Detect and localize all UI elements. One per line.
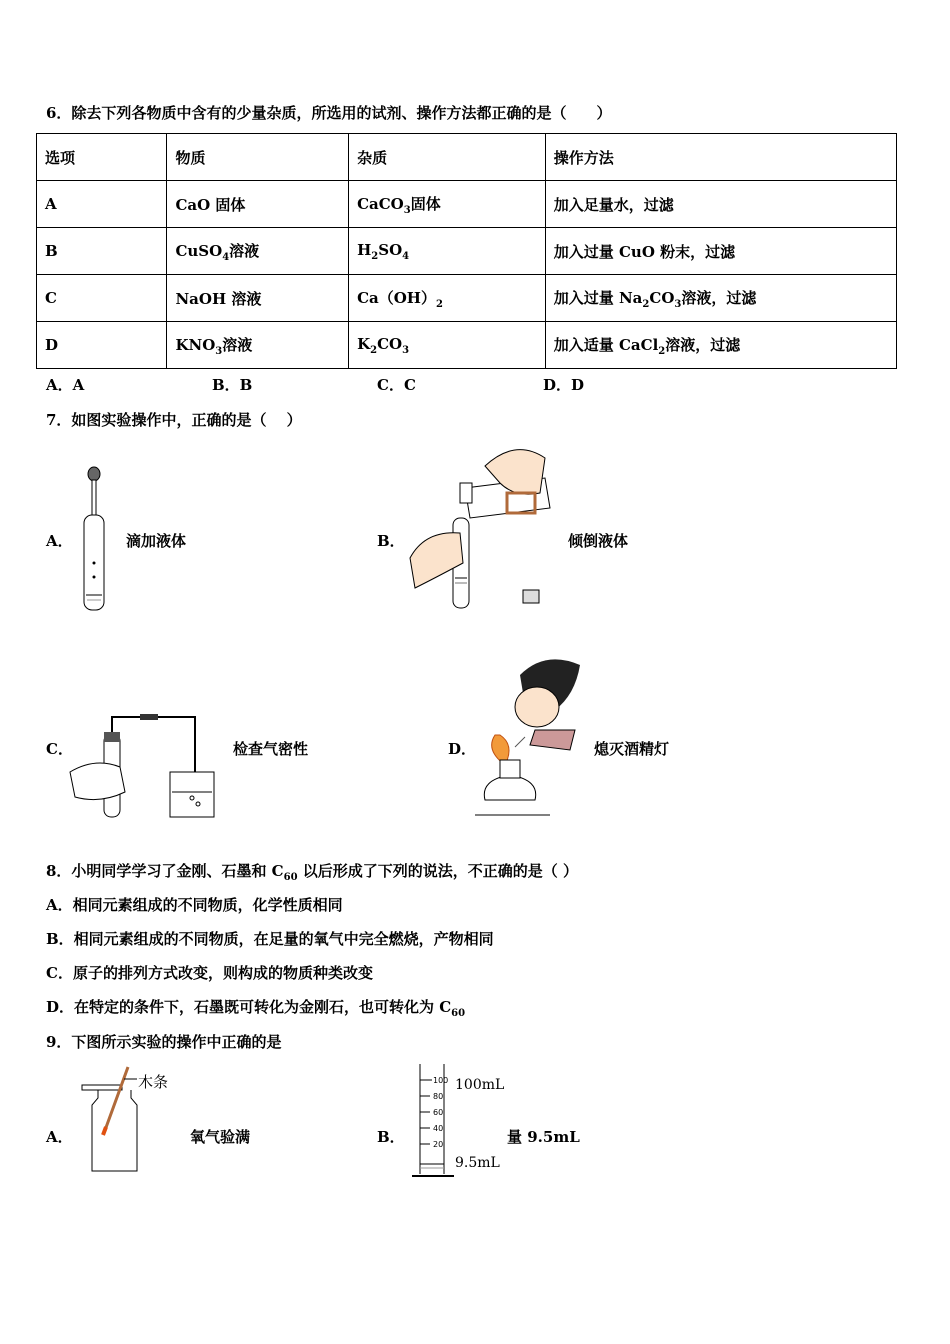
row-impurity: $H_2SO_4$ <box>349 228 546 275</box>
table-row <box>37 228 897 275</box>
q7-d-caption: 熄灭酒精灯 <box>594 740 670 758</box>
row-substance: $KNO_3$溶液 <box>167 322 349 369</box>
q8-option-a[interactable]: A．相同元素组成的不同物质，化学性质相同 <box>46 896 343 914</box>
q9-stem: 9．下图所示实验的操作中正确的是 <box>46 1033 282 1051</box>
row-substance: CaO 固体 <box>167 181 349 228</box>
row-option: D <box>37 322 167 369</box>
tick-label: 20 <box>433 1140 444 1149</box>
cylinder-bottom-label: 9.5mL <box>455 1155 500 1171</box>
pouring-illustration <box>405 438 560 613</box>
row-substance: NaOH 溶液 <box>167 275 349 322</box>
tick-label: 80 <box>433 1092 444 1101</box>
row-option: A <box>37 181 167 228</box>
row-option: C <box>37 275 167 322</box>
q7-stem: 7．如图实验操作中，正确的是（ ） <box>46 411 302 429</box>
airtightness-illustration <box>70 712 220 822</box>
row-method: 加入过量 CuO 粉末，过滤 <box>545 228 896 275</box>
header-option: 选项 <box>37 134 167 181</box>
q8-option-b[interactable]: B．相同元素组成的不同物质，在足量的氧气中完全燃烧，产物相同 <box>46 930 494 948</box>
row-method: 加入过量 $Na_2CO_3$溶液，过滤 <box>545 275 896 322</box>
tick-label: 60 <box>433 1108 444 1117</box>
q7-b-letter[interactable]: B． <box>377 532 405 550</box>
row-impurity: $K_2CO_3$ <box>349 322 546 369</box>
q6-stem: 6．除去下列各物质中含有的少量杂质，所选用的试剂、操作方法都正确的是（ ） <box>46 104 612 122</box>
header-impurity: 杂质 <box>349 134 546 181</box>
tick-label: 40 <box>433 1124 444 1133</box>
q9-b-letter[interactable]: B． <box>377 1128 405 1146</box>
table-row <box>37 275 897 322</box>
q7-d-letter[interactable]: D． <box>448 740 477 758</box>
q8-option-d[interactable]: D．在特定的条件下，石墨既可转化为金刚石，也可转化为 $C_{60}$ <box>46 998 466 1019</box>
row-method: 加入足量水，过滤 <box>545 181 896 228</box>
row-option: B <box>37 228 167 275</box>
table-row <box>37 181 897 228</box>
header-substance: 物质 <box>167 134 349 181</box>
header-method: 操作方法 <box>545 134 896 181</box>
q8-stem: 8．小明同学学习了金刚、石墨和 $C_{60}$ 以后形成了下列的说法，不正确的是（ ） <box>46 862 578 883</box>
tick-label: 100 <box>433 1076 449 1085</box>
row-impurity: CaCO$_3$固体 <box>349 181 546 228</box>
row-impurity: $Ca(OH)_2$ <box>349 275 546 322</box>
choice-c[interactable]: C．C <box>377 376 416 394</box>
q8-option-c[interactable]: C．原子的排列方式改变，则构成的物质种类改变 <box>46 964 373 982</box>
stick-label: 木条 <box>138 1073 169 1091</box>
choice-b[interactable]: B．B <box>212 376 253 394</box>
table-header-row <box>37 134 897 181</box>
row-method: 加入适量 CaCl$_2$溶液，过滤 <box>545 322 896 369</box>
q7-a-letter[interactable]: A． <box>46 532 73 550</box>
dropper-illustration <box>78 465 110 615</box>
q7-b-caption: 倾倒液体 <box>568 532 629 550</box>
choice-a[interactable]: A．A <box>46 376 85 394</box>
oxygen-test-illustration <box>82 1065 142 1177</box>
q7-a-caption: 滴加液体 <box>126 532 187 550</box>
q9-a-caption: 氧气验满 <box>190 1128 251 1146</box>
q7-c-letter[interactable]: C． <box>46 740 73 758</box>
q9-b-caption: 量 9.5mL <box>507 1128 580 1146</box>
graduated-cylinder-illustration <box>410 1062 460 1186</box>
choice-d[interactable]: D．D <box>543 376 585 394</box>
blow-lamp-illustration <box>475 655 585 825</box>
row-substance: CuSO$_4$溶液 <box>167 228 349 275</box>
table-row <box>37 322 897 369</box>
q6-table <box>36 133 897 369</box>
cylinder-top-label: 100mL <box>455 1077 505 1093</box>
q9-a-letter[interactable]: A． <box>46 1128 73 1146</box>
q7-c-caption: 检查气密性 <box>233 740 309 758</box>
